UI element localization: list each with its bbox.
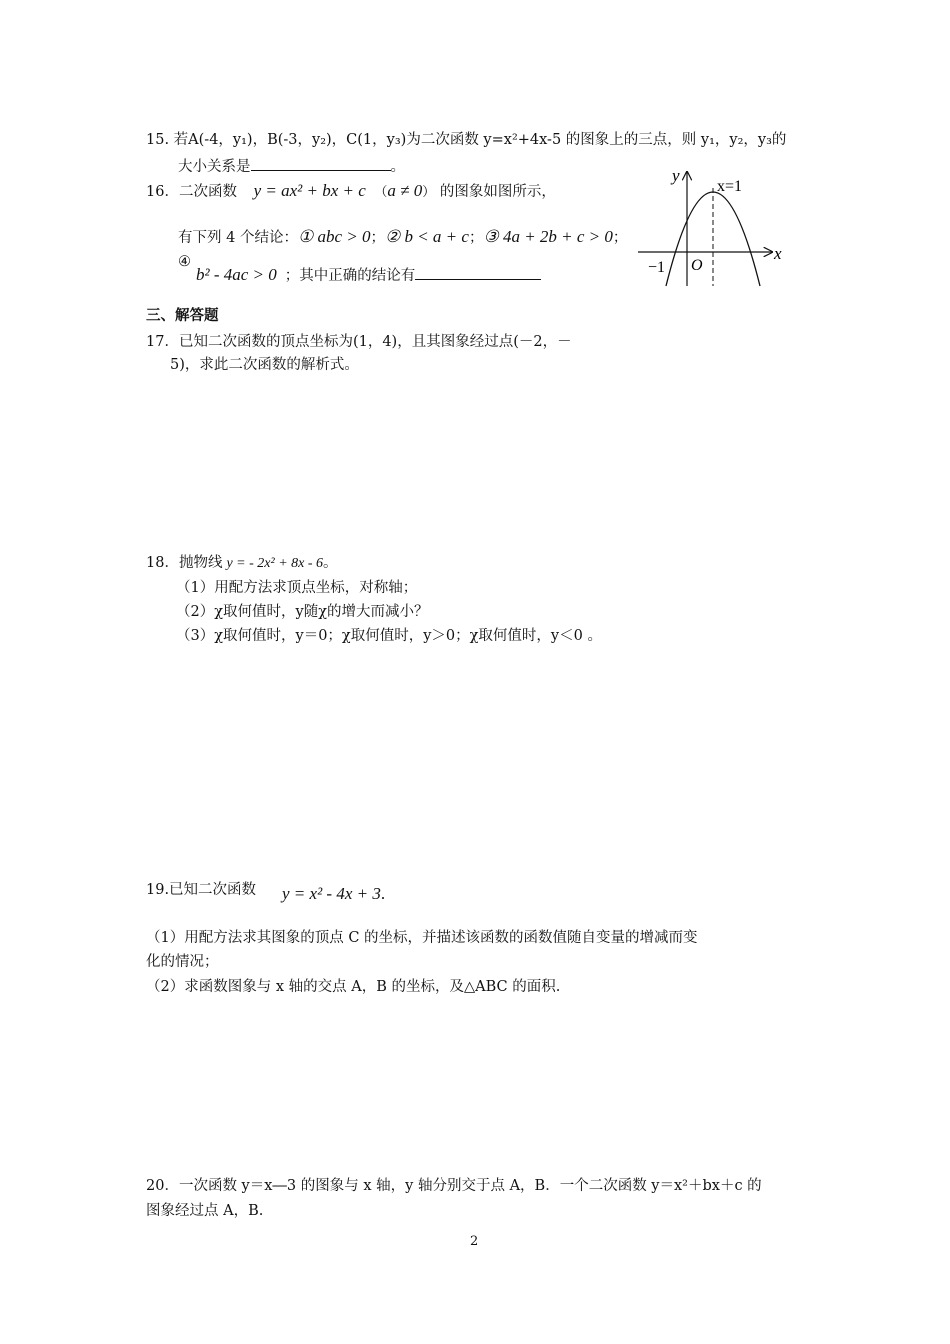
q18-part2: （2）χ取何值时，y随χ的增大而减小？ <box>176 604 429 620</box>
graph-origin: O <box>691 257 703 274</box>
q16-line3-suffix: ；其中正确的结论有 <box>284 268 416 284</box>
q16-line2-prefix: 有下列 4 个结论： <box>178 230 298 246</box>
q19-formula-wrap <box>282 884 385 904</box>
q16-condition: a ≠ 0 <box>387 181 423 200</box>
q16-line2: 有下列 4 个结论：① abc > 0；② b < a + c；③ 4a + 2b + c > 0； <box>178 227 628 246</box>
graph-x-label: x <box>774 244 782 263</box>
q16-cond-open: （ <box>374 185 388 200</box>
q19-prefix: 19.已知二次函数 <box>146 882 257 898</box>
page-number: 2 <box>470 1234 479 1249</box>
q18-part1: （1）用配方法求顶点坐标，对称轴； <box>176 580 418 596</box>
q15-answer-blank[interactable] <box>251 156 391 171</box>
q15-line2 <box>178 155 405 176</box>
q16-conclusion-3: ③ 4a + 2b + c > 0 <box>483 227 613 246</box>
graph-y-label: y <box>672 166 680 185</box>
q16-conclusion-1: ① abc > 0 <box>297 227 371 246</box>
q18-suffix: 。 <box>323 555 338 571</box>
graph-symmetry-label: x=1 <box>717 178 743 195</box>
q16-line3 <box>178 254 191 270</box>
q15-line1: 15. 若A(-4，y₁)，B(-3，y₂)，C(1，y₃)为二次函数 y=x²+4x-5 的图象上的三点，则 y₁，y₂，y₃的 <box>146 132 787 148</box>
q16-answer-blank[interactable] <box>415 265 541 280</box>
q16-conclusion-4-mark: ④ <box>178 254 191 270</box>
q16-line3-rest <box>196 264 541 285</box>
q16-suffix: 的图象如图所示， <box>439 184 556 200</box>
q16-prefix: 16．二次函数 <box>146 184 237 200</box>
q19-formula: y = x² - 4x + 3 <box>282 884 381 903</box>
q17-line1: 17．已知二次函数的顶点坐标为(1，4)，且其图象经过点(－2，－ <box>146 334 572 350</box>
q19-line1 <box>146 878 256 899</box>
q16-conclusion-4: b² - 4ac > 0 <box>196 265 277 284</box>
q19-part1-line1: （1）用配方法求其图象的顶点 C 的坐标，并描述该函数的函数值随自变量的增减而变 <box>146 930 698 946</box>
q20-line1: 20．一次函数 y＝x―3 的图象与 x 轴，y 轴分别交于点 A，B．一个二次函数 y＝x²＋bx＋c 的 <box>146 1178 762 1194</box>
q19-part1-line2: 化的情况； <box>146 954 219 970</box>
q18-line1 <box>146 551 338 572</box>
q20-line2: 图象经过点 A，B. <box>146 1203 264 1219</box>
q16-formula: y = ax² + bx + c <box>253 181 366 200</box>
q16-cond-close: ） <box>422 185 436 200</box>
q19-suffix: . <box>380 884 386 903</box>
q18-prefix: 18．抛物线 <box>146 555 223 571</box>
q18-formula: y = - 2x² + 8x - 6 <box>226 556 324 571</box>
q18-part3: （3）χ取何值时，y＝0；χ取何值时，y＞0；χ取何值时，y＜0 。 <box>176 628 602 644</box>
q16-conclusion-2: ② b < a + c <box>384 227 469 246</box>
q17-line2: 5)，求此二次函数的解析式。 <box>170 357 359 373</box>
q16-line1 <box>146 180 556 201</box>
parabola-graph <box>632 160 792 290</box>
q19-part2: （2）求函数图象与 x 轴的交点 A，B 的坐标，及△ABC 的面积. <box>146 979 561 995</box>
graph-minus-one: −1 <box>648 259 666 276</box>
q15-line2-prefix: 大小关系是 <box>178 159 251 175</box>
q15-line2-suffix: 。 <box>390 159 405 175</box>
section-3-title: 三、解答题 <box>146 307 219 324</box>
